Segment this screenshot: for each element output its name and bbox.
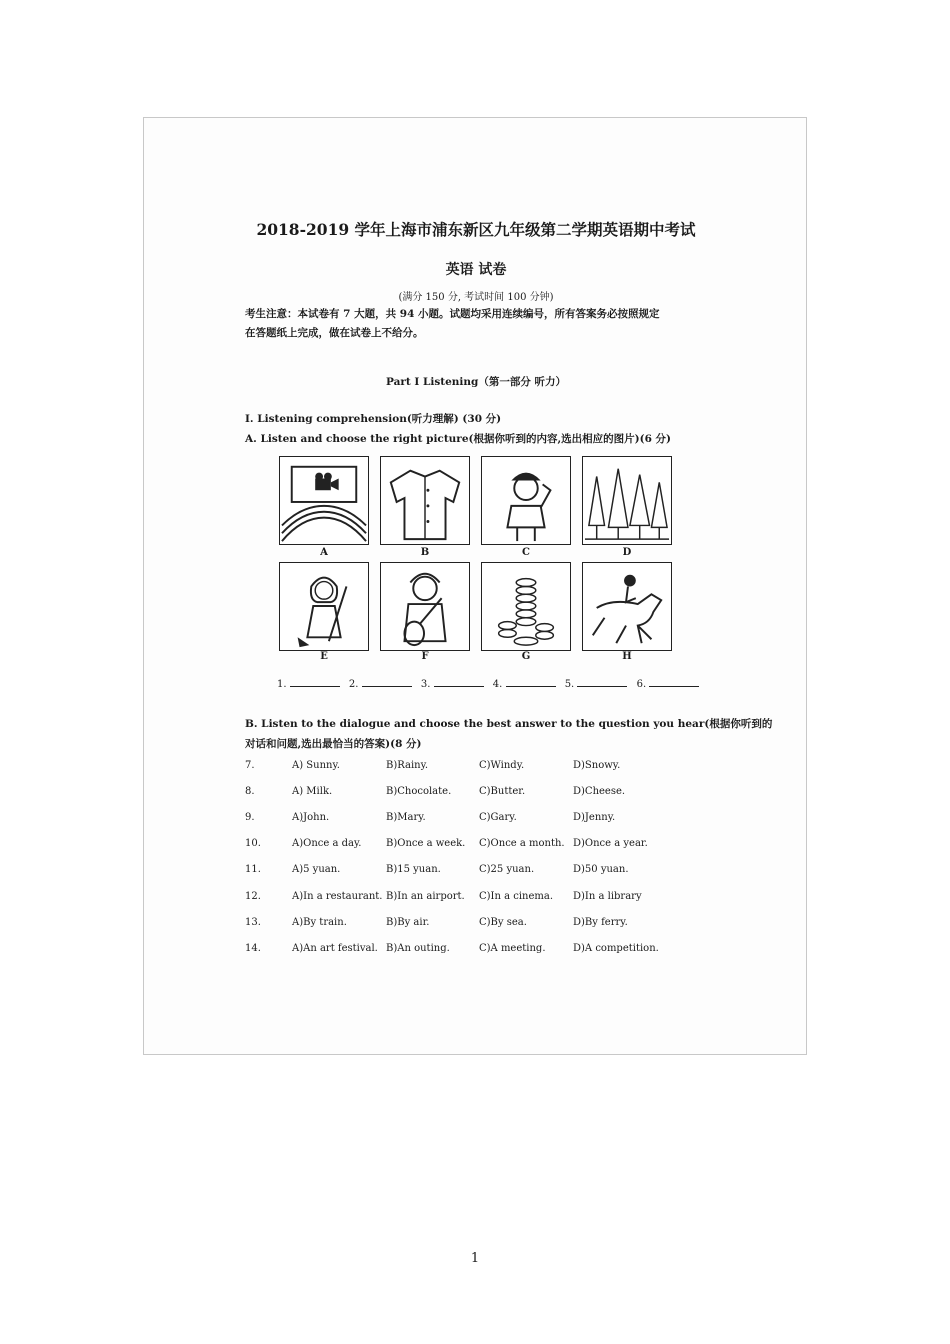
- blank-label-3: 3.: [420, 679, 431, 690]
- option-c: C)Once a month.: [479, 838, 565, 849]
- question-number: 7.: [245, 760, 255, 771]
- picture-label-h: H: [622, 651, 632, 662]
- option-d: D)By ferry.: [573, 917, 628, 928]
- option-d: D)Jenny.: [573, 812, 616, 823]
- exam-subtitle: 英语 试卷: [445, 262, 507, 278]
- exam-note-line-2: 在答题纸上完成，做在试卷上不给分。: [245, 327, 424, 339]
- option-d: D)Once a year.: [573, 838, 648, 849]
- answer-blank-2[interactable]: [362, 686, 412, 687]
- horse-rider-icon: [582, 562, 672, 651]
- question-number: 14.: [245, 943, 261, 954]
- picture-label-b: B: [420, 547, 430, 558]
- question-number: 8.: [245, 786, 255, 797]
- shirt-icon: [380, 456, 470, 545]
- section-heading-b-line-1: B. Listen to the dialogue and choose the best answer to the question you hear(根据你听到的: [245, 718, 773, 730]
- option-d: D)50 yuan.: [573, 864, 629, 875]
- option-b: B)Rainy.: [386, 760, 429, 771]
- option-c: C)Windy.: [479, 760, 525, 771]
- section-heading-b-line-2: 对话和问题,选出最恰当的答案)(8 分): [245, 738, 422, 750]
- question-number: 13.: [245, 917, 261, 928]
- question-number: 9.: [245, 812, 255, 823]
- option-c: C)25 yuan.: [479, 864, 535, 875]
- option-b: B)Mary.: [386, 812, 426, 823]
- answer-blank-3[interactable]: [434, 686, 484, 687]
- blank-label-4: 4.: [492, 679, 503, 690]
- page-number: 1: [470, 1251, 480, 1266]
- picture-label-g: G: [521, 651, 531, 662]
- option-d: D)In a library: [573, 891, 642, 902]
- picture-grid: [277, 456, 675, 660]
- option-b: B)Once a week.: [386, 838, 466, 849]
- answer-blanks: [277, 679, 705, 690]
- option-c: C)Butter.: [479, 786, 526, 797]
- option-a: A) Milk.: [292, 786, 333, 797]
- boy-salute-icon: [481, 456, 571, 545]
- option-c: C)Gary.: [479, 812, 517, 823]
- option-b: B)In an airport.: [386, 891, 465, 902]
- boy-guitar-icon: [380, 562, 470, 651]
- exam-note-line-1: 考生注意：本试卷有 7 大题，共 94 小题。试题均采用连续编号，所有答案务必按照规定: [245, 308, 660, 320]
- scanned-exam-page: [143, 117, 807, 1055]
- option-a: A)5 yuan.: [292, 864, 341, 875]
- blank-label-5: 5.: [564, 679, 575, 690]
- option-a: A)In a restaurant.: [292, 891, 383, 902]
- picture-label-c: C: [522, 547, 530, 558]
- blank-label-2: 2.: [348, 679, 359, 690]
- option-a: A)Once a day.: [292, 838, 362, 849]
- cinema-icon: [279, 456, 369, 545]
- option-a: A)John.: [292, 812, 330, 823]
- coins-icon: [481, 562, 571, 651]
- answer-blank-6[interactable]: [649, 686, 699, 687]
- picture-label-a: A: [320, 547, 328, 558]
- answer-blank-5[interactable]: [577, 686, 627, 687]
- exam-meta: (满分 150 分, 考试时间 100 分钟): [398, 292, 554, 303]
- option-b: B)An outing.: [386, 943, 450, 954]
- question-number: 10.: [245, 838, 261, 849]
- option-a: A)By train.: [292, 917, 347, 928]
- option-c: C)By sea.: [479, 917, 527, 928]
- blank-label-1: 1.: [277, 679, 287, 690]
- forest-icon: [582, 456, 672, 545]
- picture-label-e: E: [320, 651, 328, 662]
- option-a: A)An art festival.: [292, 943, 378, 954]
- picture-label-f: F: [421, 651, 429, 662]
- option-d: D)A competition.: [573, 943, 659, 954]
- section-heading-a: A. Listen and choose the right picture(根据你听到的内容,选出相应的图片)(6 分): [245, 433, 672, 445]
- section-heading-i: I. Listening comprehension(听力理解) (30 分): [245, 413, 502, 425]
- option-c: C)In a cinema.: [479, 891, 554, 902]
- option-d: D)Snowy.: [573, 760, 621, 771]
- picture-label-d: D: [622, 547, 632, 558]
- girl-sweeping-icon: [279, 562, 369, 651]
- option-b: B)15 yuan.: [386, 864, 441, 875]
- blank-label-6: 6.: [636, 679, 647, 690]
- option-c: C)A meeting.: [479, 943, 546, 954]
- answer-blank-4[interactable]: [506, 686, 556, 687]
- part-heading: Part I Listening（第一部分 听力）: [385, 376, 567, 388]
- question-number: 12.: [245, 891, 261, 902]
- question-number: 11.: [245, 864, 261, 875]
- option-b: B)By air.: [386, 917, 430, 928]
- answer-blank-1[interactable]: [290, 686, 340, 687]
- option-b: B)Chocolate.: [386, 786, 452, 797]
- exam-title: 2018-2019 学年上海市浦东新区九年级第二学期英语期中考试: [256, 220, 696, 239]
- option-a: A) Sunny.: [292, 760, 340, 771]
- option-d: D)Cheese.: [573, 786, 626, 797]
